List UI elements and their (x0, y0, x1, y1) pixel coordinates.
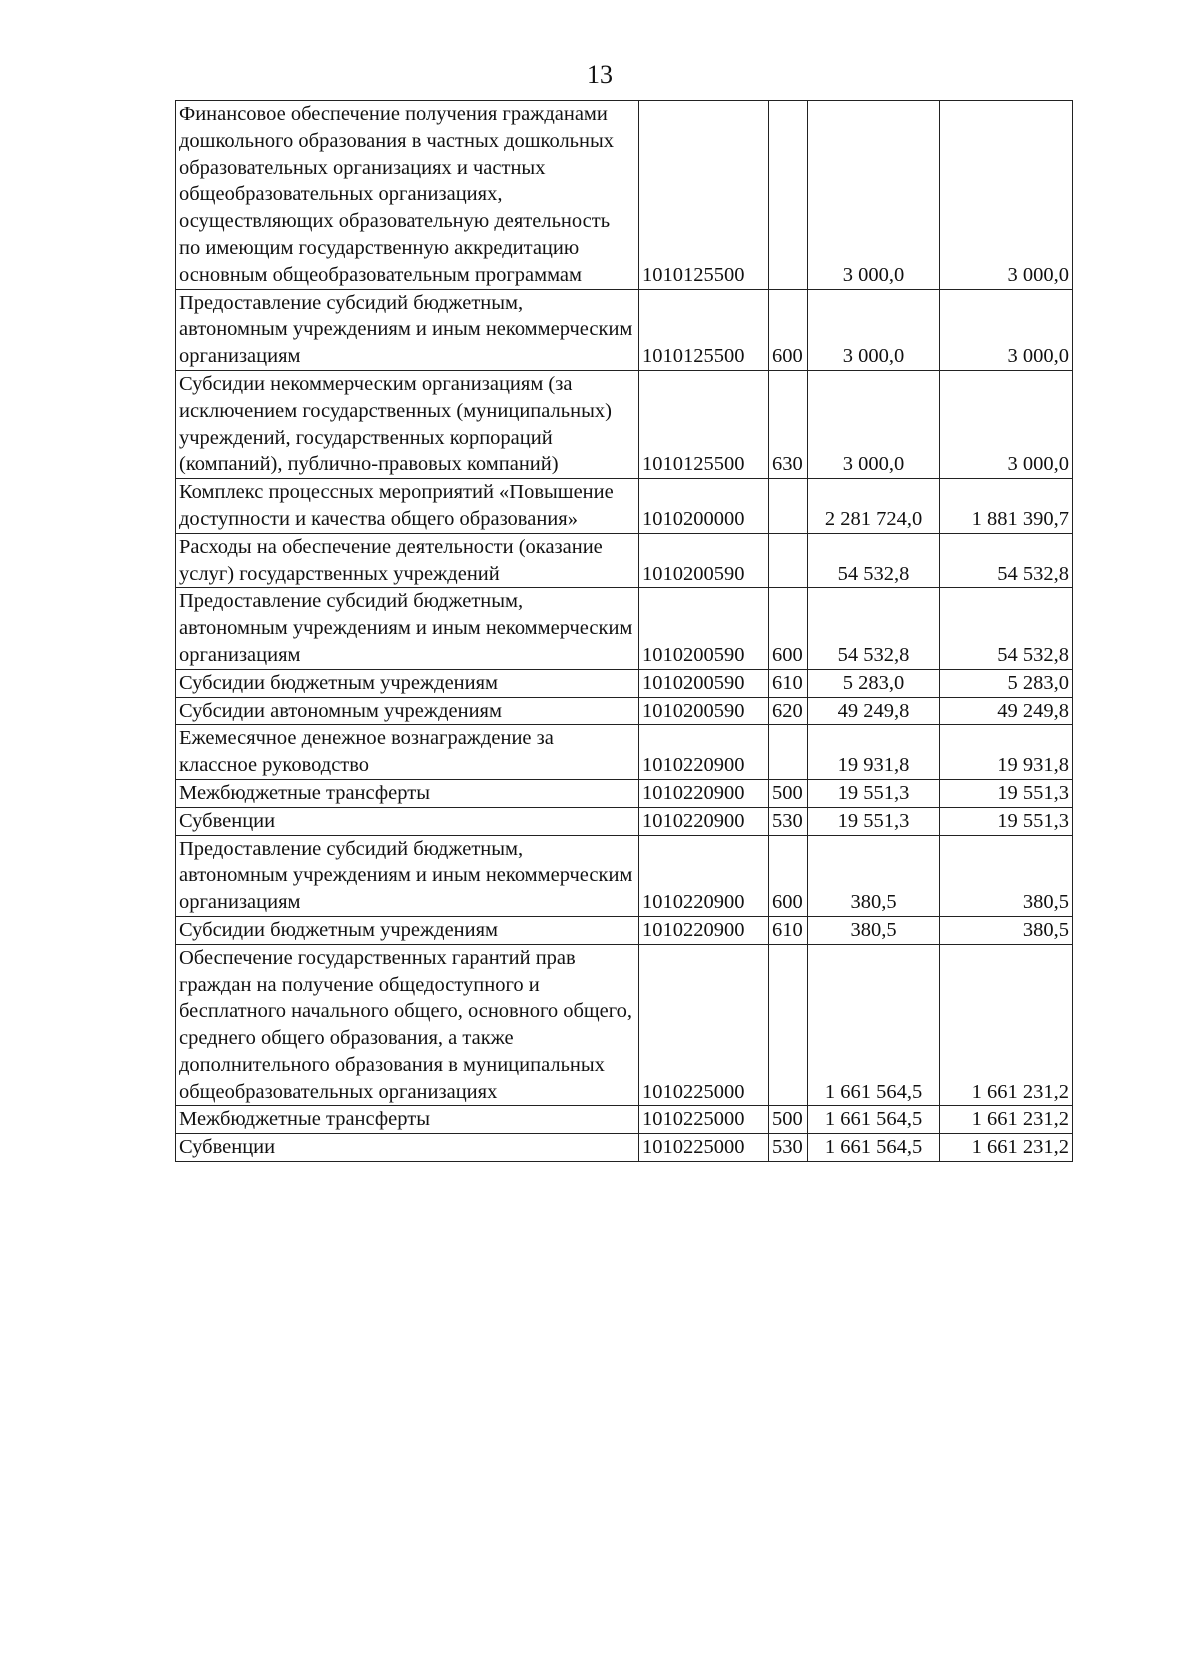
table-row (176, 807, 1073, 835)
amount-second-year-cell: 3 000,0 (940, 370, 1073, 478)
table-row (176, 479, 1073, 534)
amount-first-year-cell: 54 532,8 (808, 533, 940, 588)
table-row (176, 669, 1073, 697)
expense-name-cell: Субвенции (176, 807, 639, 835)
expense-type-code-cell: 530 (769, 1134, 808, 1162)
amount-first-year-cell: 3 000,0 (808, 101, 940, 290)
amount-first-year-cell: 19 931,8 (808, 725, 940, 780)
amount-second-year-cell: 3 000,0 (940, 101, 1073, 290)
expense-name-cell: Предоставление субсидий бюджетным, автономным учреждениям и иным некоммерческим организациям (176, 588, 639, 669)
expense-type-code-cell: 600 (769, 835, 808, 916)
amount-first-year-cell: 1 661 564,5 (808, 1106, 940, 1134)
amount-second-year-cell: 19 551,3 (940, 807, 1073, 835)
table-row (176, 1106, 1073, 1134)
table-row (176, 835, 1073, 916)
budget-table-body (176, 101, 1073, 1162)
target-article-code-cell: 1010125500 (639, 370, 769, 478)
expense-type-code-cell (769, 944, 808, 1106)
expense-name-cell: Финансовое обеспечение получения гражданами дошкольного образования в частных дошкольных образовательных организациях и частных общеобразовательных организациях, осуществляющих образовательную деятельность по имеющим государственную аккредитацию основным общеобразовательным программам (176, 101, 639, 290)
expense-name-cell: Субсидии некоммерческим организациям (за исключением государственных (муниципальных) учреждений, государственных корпораций (компаний), публично-правовых компаний) (176, 370, 639, 478)
amount-first-year-cell: 1 661 564,5 (808, 1134, 940, 1162)
amount-first-year-cell: 49 249,8 (808, 697, 940, 725)
expense-type-code-cell: 620 (769, 697, 808, 725)
amount-first-year-cell: 19 551,3 (808, 807, 940, 835)
target-article-code-cell: 1010225000 (639, 1106, 769, 1134)
expense-type-code-cell: 600 (769, 289, 808, 370)
target-article-code-cell: 1010200590 (639, 533, 769, 588)
expense-name-cell: Предоставление субсидий бюджетным, автономным учреждениям и иным некоммерческим организациям (176, 289, 639, 370)
amount-first-year-cell: 1 661 564,5 (808, 944, 940, 1106)
amount-first-year-cell: 3 000,0 (808, 370, 940, 478)
amount-second-year-cell: 1 661 231,2 (940, 1106, 1073, 1134)
expense-name-cell: Ежемесячное денежное вознаграждение за классное руководство (176, 725, 639, 780)
table-row (176, 944, 1073, 1106)
amount-second-year-cell: 49 249,8 (940, 697, 1073, 725)
target-article-code-cell: 1010220900 (639, 725, 769, 780)
table-row (176, 697, 1073, 725)
amount-second-year-cell: 1 661 231,2 (940, 1134, 1073, 1162)
amount-second-year-cell: 1 881 390,7 (940, 479, 1073, 534)
target-article-code-cell: 1010220900 (639, 779, 769, 807)
table-row (176, 1134, 1073, 1162)
amount-first-year-cell: 19 551,3 (808, 779, 940, 807)
expense-name-cell: Субсидии автономным учреждениям (176, 697, 639, 725)
amount-second-year-cell: 54 532,8 (940, 588, 1073, 669)
expense-type-code-cell: 500 (769, 1106, 808, 1134)
amount-second-year-cell: 5 283,0 (940, 669, 1073, 697)
table-row (176, 588, 1073, 669)
target-article-code-cell: 1010200590 (639, 588, 769, 669)
target-article-code-cell: 1010200590 (639, 669, 769, 697)
expense-name-cell: Комплекс процессных мероприятий «Повышение доступности и качества общего образования» (176, 479, 639, 534)
target-article-code-cell: 1010220900 (639, 916, 769, 944)
budget-table (175, 100, 1073, 1162)
amount-second-year-cell: 19 551,3 (940, 779, 1073, 807)
table-row (176, 289, 1073, 370)
expense-type-code-cell: 610 (769, 916, 808, 944)
table-row (176, 533, 1073, 588)
amount-first-year-cell: 54 532,8 (808, 588, 940, 669)
expense-type-code-cell: 530 (769, 807, 808, 835)
amount-first-year-cell: 5 283,0 (808, 669, 940, 697)
expense-type-code-cell (769, 533, 808, 588)
expense-name-cell: Расходы на обеспечение деятельности (оказание услуг) государственных учреждений (176, 533, 639, 588)
target-article-code-cell: 1010125500 (639, 101, 769, 290)
expense-name-cell: Межбюджетные трансферты (176, 779, 639, 807)
expense-name-cell: Предоставление субсидий бюджетным, автономным учреждениям и иным некоммерческим организациям (176, 835, 639, 916)
table-row (176, 725, 1073, 780)
table-row (176, 779, 1073, 807)
table-row (176, 101, 1073, 290)
amount-second-year-cell: 380,5 (940, 835, 1073, 916)
expense-name-cell: Обеспечение государственных гарантий прав граждан на получение общедоступного и бесплатного начального общего, основного общего, среднего общего образования, а также дополнительного образования в муниципальных общеобразовательных организациях (176, 944, 639, 1106)
expense-type-code-cell (769, 725, 808, 780)
expense-type-code-cell (769, 479, 808, 534)
amount-second-year-cell: 380,5 (940, 916, 1073, 944)
expense-name-cell: Субвенции (176, 1134, 639, 1162)
amount-first-year-cell: 380,5 (808, 835, 940, 916)
amount-first-year-cell: 3 000,0 (808, 289, 940, 370)
expense-name-cell: Субсидии бюджетным учреждениям (176, 669, 639, 697)
table-row (176, 370, 1073, 478)
expense-type-code-cell (769, 101, 808, 290)
expense-name-cell: Межбюджетные трансферты (176, 1106, 639, 1134)
amount-second-year-cell: 19 931,8 (940, 725, 1073, 780)
page-number: 13 (587, 60, 613, 89)
target-article-code-cell: 1010125500 (639, 289, 769, 370)
target-article-code-cell: 1010220900 (639, 807, 769, 835)
target-article-code-cell: 1010200000 (639, 479, 769, 534)
table-row (176, 916, 1073, 944)
amount-first-year-cell: 380,5 (808, 916, 940, 944)
target-article-code-cell: 1010225000 (639, 1134, 769, 1162)
expense-type-code-cell: 600 (769, 588, 808, 669)
expense-type-code-cell: 630 (769, 370, 808, 478)
amount-second-year-cell: 54 532,8 (940, 533, 1073, 588)
amount-first-year-cell: 2 281 724,0 (808, 479, 940, 534)
expense-type-code-cell: 500 (769, 779, 808, 807)
target-article-code-cell: 1010220900 (639, 835, 769, 916)
expense-type-code-cell: 610 (769, 669, 808, 697)
target-article-code-cell: 1010225000 (639, 944, 769, 1106)
amount-second-year-cell: 1 661 231,2 (940, 944, 1073, 1106)
expense-name-cell: Субсидии бюджетным учреждениям (176, 916, 639, 944)
target-article-code-cell: 1010200590 (639, 697, 769, 725)
amount-second-year-cell: 3 000,0 (940, 289, 1073, 370)
